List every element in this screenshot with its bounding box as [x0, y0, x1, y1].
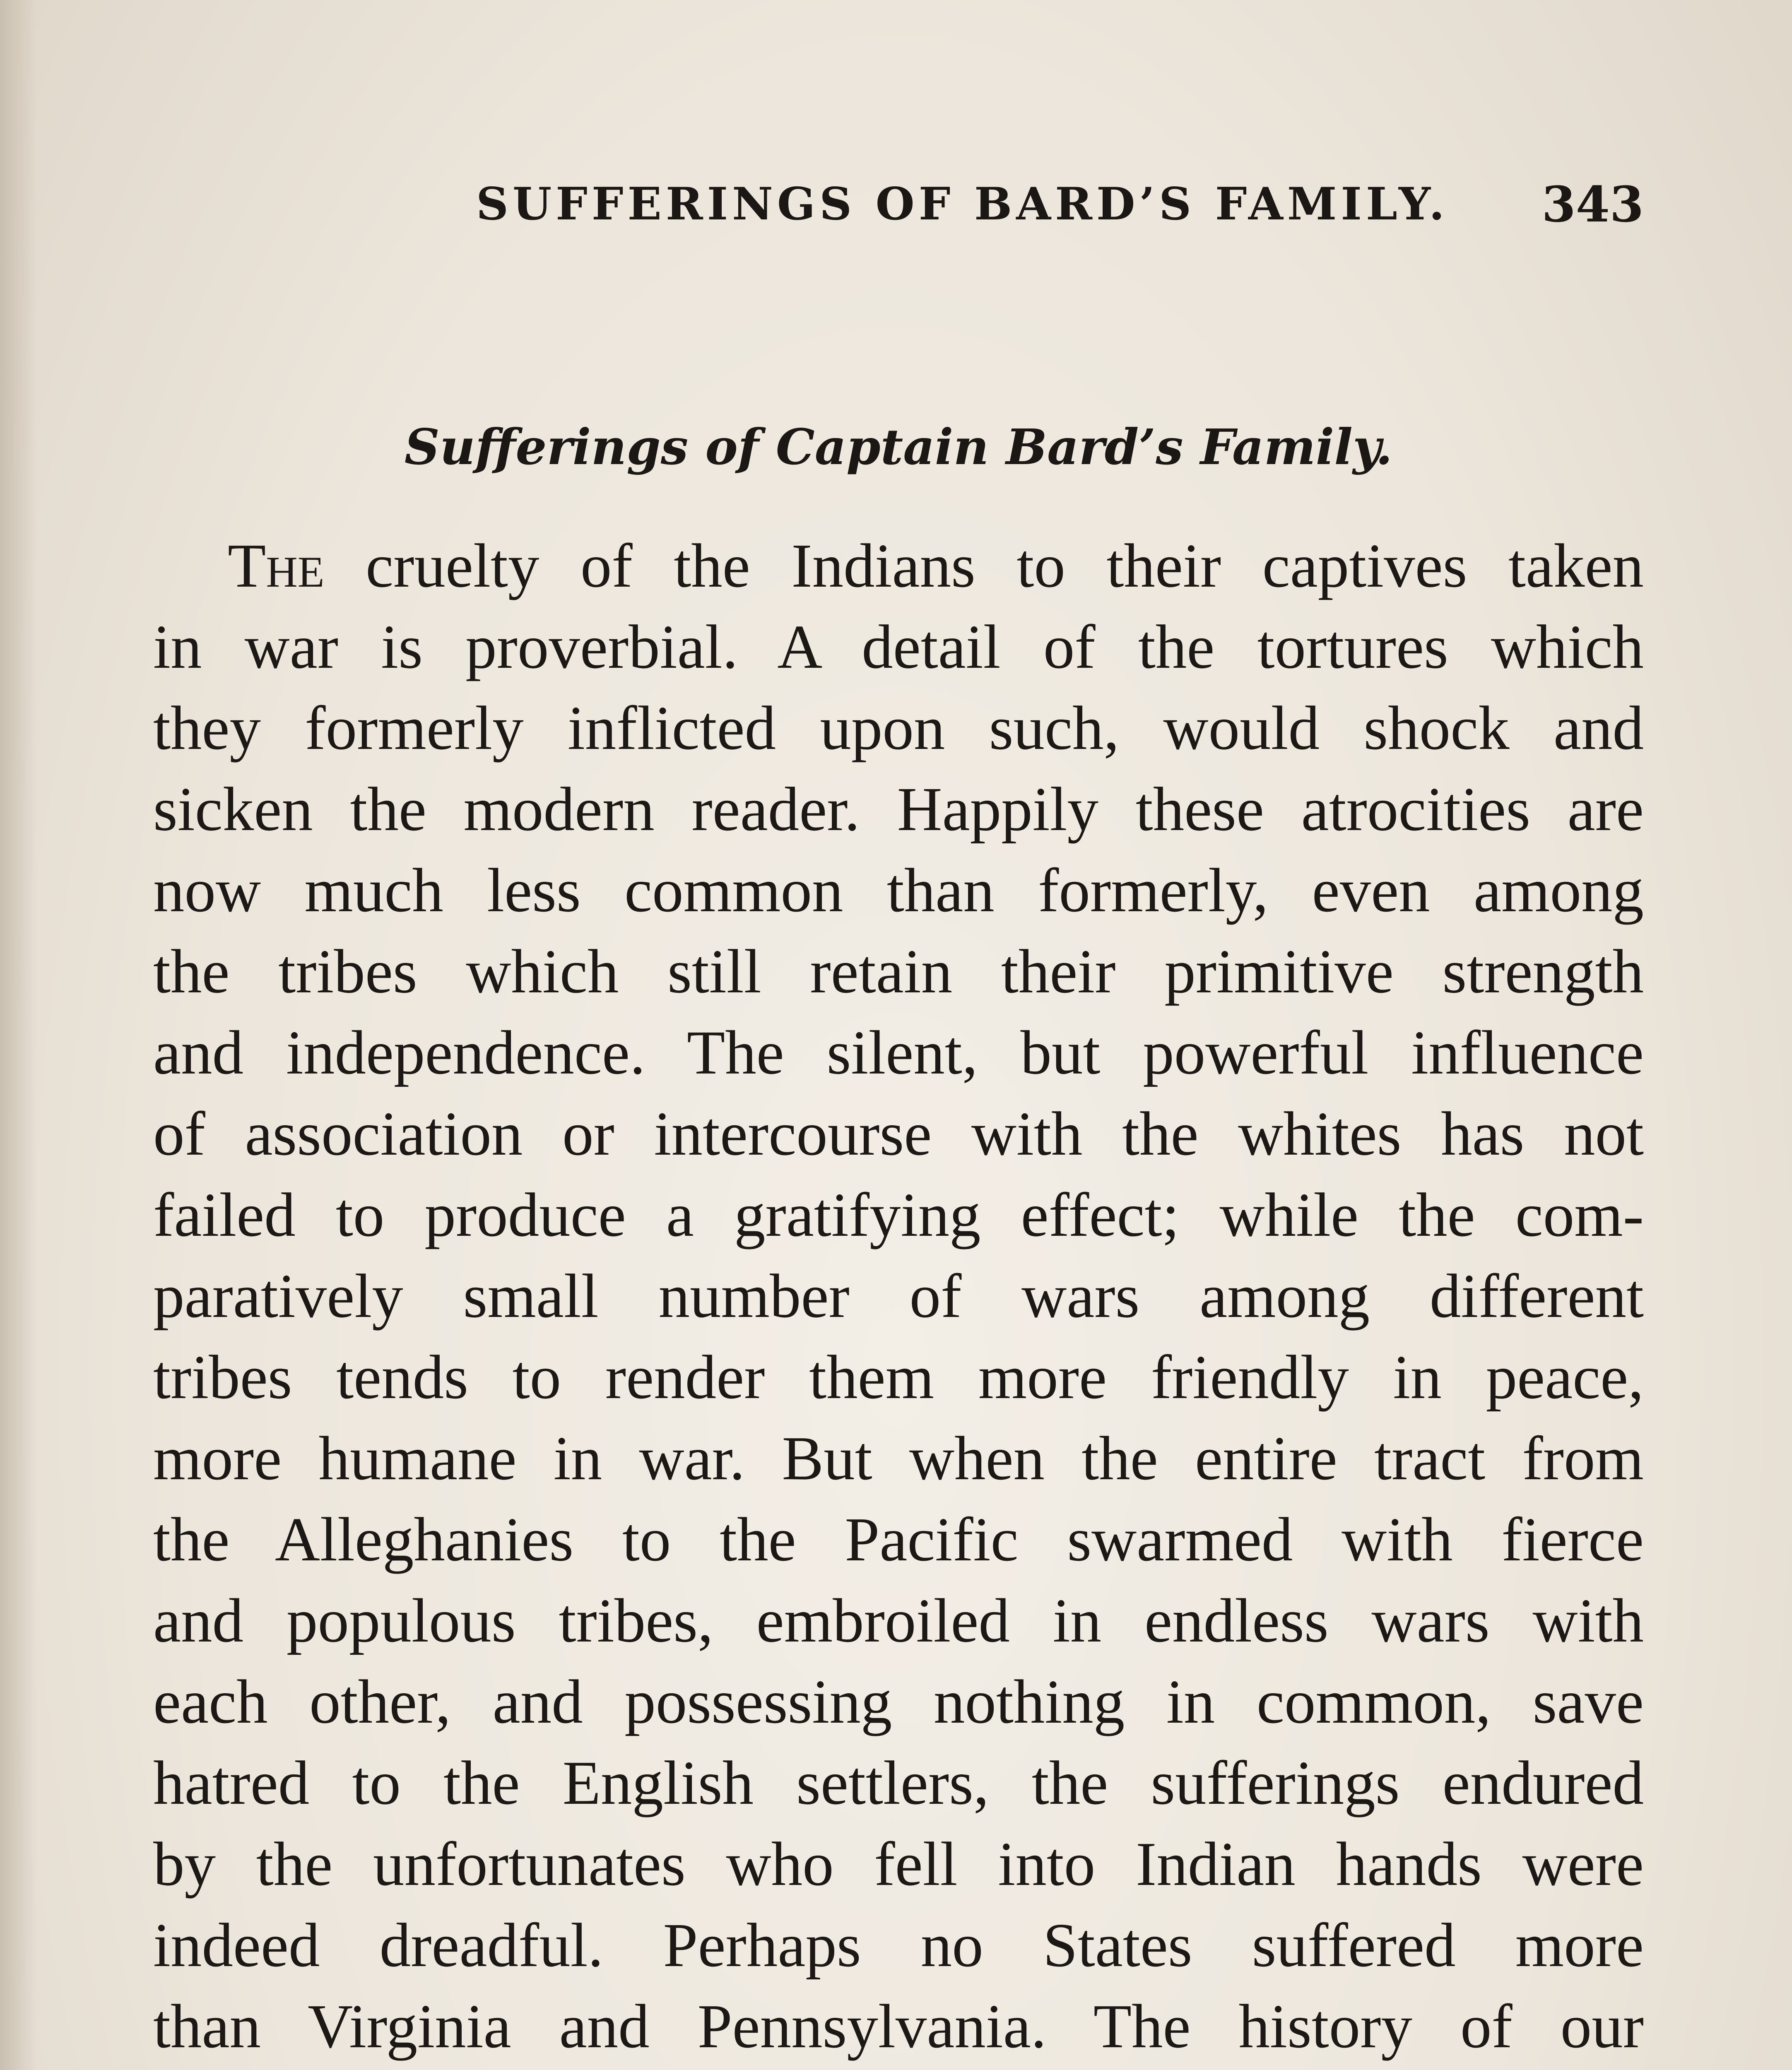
text-line: hatred to the English settlers, the sufferings endured	[153, 1748, 1644, 1817]
page-gutter-shadow	[0, 0, 37, 2070]
text-line: and populous tribes, embroiled in endless wars with	[153, 1586, 1644, 1655]
text-line: and independence. The silent, but powerful influence	[153, 1018, 1644, 1087]
text-line: The cruelty of the Indians to their captives taken	[228, 531, 1644, 600]
text-line: they formerly inflicted upon such, would shock and	[153, 693, 1644, 763]
text-line: of association or intercourse with the whites has not	[153, 1099, 1644, 1168]
text-line	[153, 2067, 1644, 2070]
running-title: SUFFERINGS OF BARD’S FAMILY.	[476, 178, 1449, 230]
section-heading: Sufferings of Captain Bard’s Family.	[404, 418, 1393, 476]
text-line: tribes tends to render them more friendly in peace,	[153, 1342, 1644, 1412]
text-line: more humane in war. But when the entire tract from	[153, 1423, 1644, 1493]
text-line: now much less common than formerly, even among	[153, 855, 1644, 925]
body-text	[153, 525, 1644, 2070]
text-line: by the unfortunates who fell into Indian hands were	[153, 1829, 1644, 1899]
text-line: sicken the modern reader. Happily these atrocities are	[153, 774, 1644, 844]
drop-word: The	[228, 531, 325, 600]
text-line: failed to produce a gratifying effect; while the com-	[153, 1180, 1644, 1249]
text-line: paratively small number of wars among different	[153, 1261, 1644, 1331]
text-line: than Virginia and Pennsylvania. The history of our	[153, 1991, 1644, 2061]
text-line: each other, and possessing nothing in common, save	[153, 1667, 1644, 1736]
text-line: indeed dreadful. Perhaps no States suffered more	[153, 1910, 1644, 1980]
text-line: in war is proverbial. A detail of the tortures which	[153, 612, 1644, 681]
page-number: 343	[1542, 176, 1644, 233]
running-head	[153, 178, 1644, 236]
text-line: the Alleghanies to the Pacific swarmed with fierce	[153, 1504, 1644, 1574]
paragraph	[153, 525, 1644, 2070]
text-line: the tribes which still retain their primitive strength	[153, 936, 1644, 1006]
